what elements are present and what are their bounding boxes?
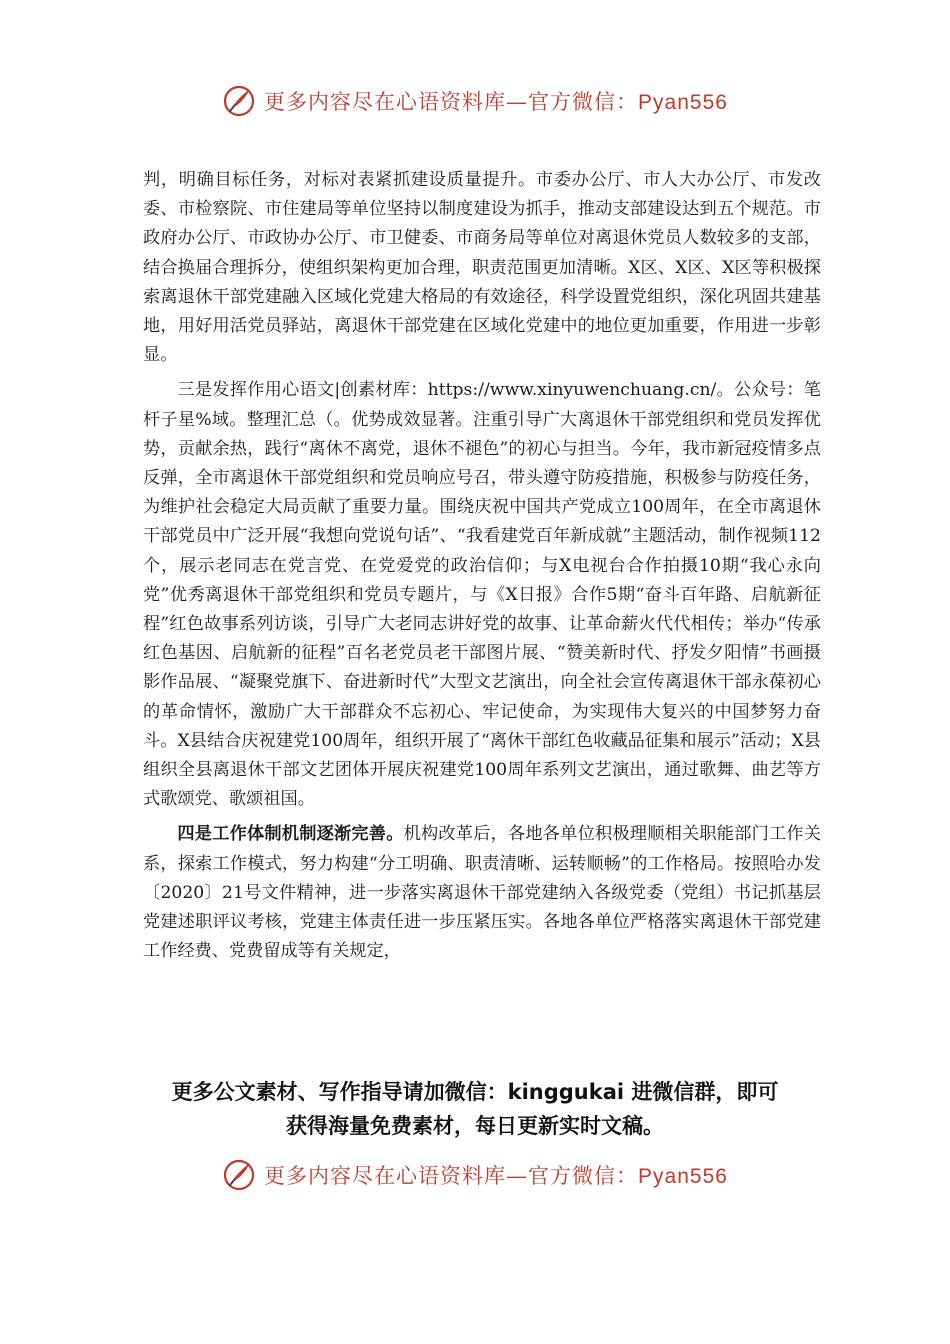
footer-cta-line-2: 获得海量免费素材，每日更新实时文稿。 [286, 1114, 664, 1138]
footer-banner [0, 1158, 950, 1192]
document-body [143, 166, 821, 966]
header-banner-text: 更多内容尽在心语资料库—官方微信：Pyan556 [264, 90, 728, 114]
paragraph-3: 四是工作体制机制逐渐完善。机构改革后，各地各单位积极理顺相关职能部门工作关系，探索工作模式，努力构建“分工明确、职责清晰、运转顺畅”的工作格局。按照哈办发〔2020〕21号文件精神，进一步落实离退休干部党建纳入各级党委（党组）书记抓基层党建述职评议考核，党建主体责任进一步压紧压实。各地各单位严格落实离退休干部党建工作经费、党费留成等有关规定， [143, 824, 821, 962]
header-banner-wechat: Pyan556 [638, 91, 728, 114]
quill-pen-logo-icon [222, 1158, 256, 1192]
footer-banner-wechat: Pyan556 [638, 1165, 728, 1188]
paragraph-1: 判，明确目标任务，对标对表紧抓建设质量提升。市委办公厅、市人大办公厅、市发改委、市检察院、市住建局等单位坚持以制度建设为抓手，推动支部建设达到五个规范。市政府办公厅、市政协办公厅、市卫健委、市商务局等单位对离退休党员人数较多的支部，结合换届合理拆分，使组织架构更加合理，职责范围更加清晰。X区、X区、X区等积极探索离退休干部党建融入区域化党建大格局的有效途径，科学设置党组织，深化巩固共建基地，用好用活党员驿站，离退休干部党建在区域化党建中的地位更加重要，作用进一步彰显。 [143, 170, 821, 366]
footer-cta-line-1: 更多公文素材、写作指导请加微信：kinggukai 进微信群，即可 [171, 1080, 779, 1104]
footer-banner-text: 更多内容尽在心语资料库—官方微信：Pyan556 [264, 1164, 728, 1188]
paragraph-3-lead: 四是工作体制机制逐渐完善。 [177, 824, 404, 845]
paragraph-2: 三是发挥作用心语文|创素材库：https://www.xinyuwenchuang.cn/。公众号：笔杆子星%域。整理汇总（。优势成效显著。注重引导广大离退休干部党组织和党员发挥优势，贡献余热，践行“离休不离党，退休不褪色”的初心与担当。今年，我市新冠疫情多点反弹，全市离退休干部党组织和党员响应号召，带头遵守防疫措施，积极参与防疫任务，为维护社会稳定大局贡献了重要力量。围绕庆祝中国共产党成立100周年，在全市离退休干部党员中广泛开展“我想向党说句话”、“我看建党百年新成就”主题活动，制作视频112个，展示老同志在党言党、在党爱党的政治信仰；与X电视台合作拍摄10期“我心永向党”优秀离退休干部党组织和党员专题片，与《X日报》合作5期“奋斗百年路、启航新征程”红色故事系列访谈，引导广大老同志讲好党的故事、让革命薪火代代相传；举办“传承红色基因、启航新的征程”百名老党员老干部图片展、“赞美新时代、抒发夕阳情”书画摄影作品展、“凝聚党旗下、奋进新时代”大型文艺演出，向全社会宣传离退休干部永葆初心的革命情怀，激励广大干部群众不忘初心、牢记使命，为实现伟大复兴的中国梦努力奋斗。X县结合庆祝建党100周年，组织开展了“离休干部红色收藏品征集和展示”活动；X县组织全县离退休干部文艺团体开展庆祝建党100周年系列文艺演出，通过歌舞、曲艺等方式歌颂党、歌颂祖国。 [143, 380, 821, 810]
quill-pen-logo-icon [222, 84, 256, 118]
footer-cta [0, 1075, 950, 1143]
header-banner [0, 84, 950, 118]
